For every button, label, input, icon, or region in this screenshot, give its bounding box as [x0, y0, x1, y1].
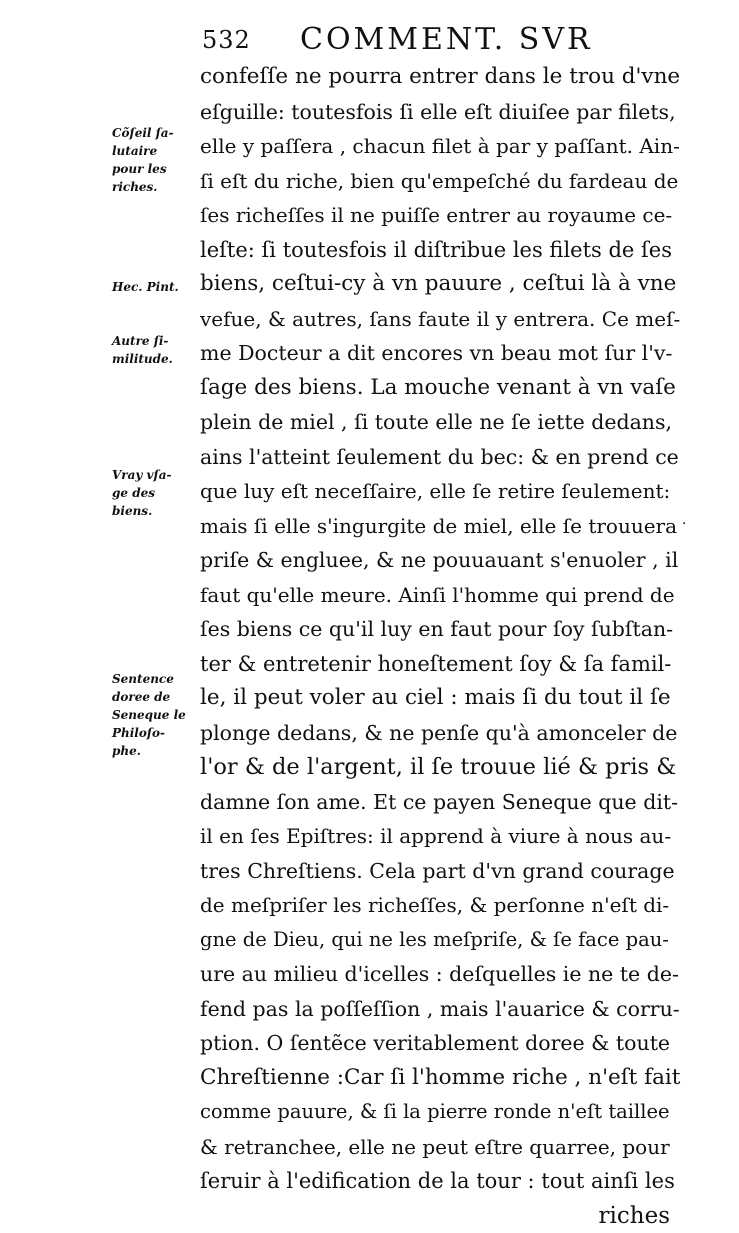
margin-note-line: Sentence	[112, 670, 204, 688]
text-line: faut qu'elle meure. Ainſi l'homme qui prend de	[200, 578, 680, 613]
text-line: ure au milieu d'icelles : deſquelles ie ne te de-	[200, 957, 680, 992]
margin-note	[112, 124, 204, 196]
text-line: ains l'atteint ſeulement du bec: & en prend ce	[200, 440, 680, 475]
text-line: vefue, & autres, ſans faute il y entrera. Ce meſ-	[200, 302, 680, 337]
margin-note-line: Cõſeil ſa-	[112, 124, 204, 142]
text-line: plonge dedans, & ne penſe qu'à amonceler de	[200, 716, 680, 751]
text-line: plein de miel , ſi toute elle ne ſe iette dedans,	[200, 405, 680, 440]
margin-note-line: lutaire	[112, 142, 204, 160]
margin-note-line: ge des	[112, 484, 204, 502]
page-header	[200, 22, 680, 56]
margin-note-line: riches.	[112, 178, 204, 196]
text-line: gne de Dieu, qui ne les meſpriſe, & ſe face pau-	[200, 923, 680, 958]
text-line: de meſpriſer les richeſſes, & perſonne n'eſt di-	[200, 888, 680, 923]
text-line: le, il peut voler au ciel : mais ſi du tout il ſe	[200, 681, 680, 716]
text-line: me Docteur a dit encores vn beau mot ſur l'v-	[200, 336, 680, 371]
margin-note-line: Autre ſi-	[112, 332, 204, 350]
stray-mark: ·	[682, 516, 686, 532]
margin-note-line: militude.	[112, 350, 204, 368]
text-line: eſguille: toutesfois ſi elle eſt diuiſee par filets,	[200, 95, 680, 130]
text-line: priſe & engluee, & ne pouuauant s'enuoler , il	[200, 543, 680, 578]
text-line: leſte: ſi toutesfois il diſtribue les filets de ſes	[200, 233, 680, 268]
body-text	[200, 60, 680, 1233]
catchword: riches	[200, 1199, 680, 1233]
margin-note-line: pour les	[112, 160, 204, 178]
margin-note-line: Philoſo-	[112, 724, 204, 742]
margin-note-line: phe.	[112, 742, 204, 760]
margin-note-line: Seneque le	[112, 706, 204, 724]
text-line: que luy eſt neceſſaire, elle ſe retire ſeulement:	[200, 474, 680, 509]
text-line: damne ſon ame. Et ce payen Seneque que dit-	[200, 785, 680, 820]
margin-note	[112, 670, 204, 760]
text-line: elle y paſſera , chacun filet à par y paſſant. Ain-	[200, 129, 680, 164]
text-line: fend pas la poſſeſſion , mais l'auarice & corru-	[200, 992, 680, 1027]
text-line: ſi eſt du riche, bien qu'empeſché du fardeau de	[200, 164, 680, 199]
text-line: ſage des biens. La mouche venant à vn vaſe	[200, 371, 680, 406]
text-line: biens, ceſtui-cy à vn pauure , ceſtui là à vne	[200, 267, 680, 302]
margin-note-line: biens.	[112, 502, 204, 520]
text-line: & retranchee, elle ne peut eſtre quarree, pour	[200, 1130, 680, 1165]
text-line: tres Chreſtiens. Cela part d'vn grand courage	[200, 854, 680, 889]
text-line: ption. O ſentẽce veritablement doree & toute	[200, 1026, 680, 1061]
margin-note-line: doree de	[112, 688, 204, 706]
text-line: ſes richeſſes il ne puiſſe entrer au royaume ce-	[200, 198, 680, 233]
text-line: comme pauure, & ſi la pierre ronde n'eſt taillee	[200, 1095, 680, 1130]
margin-note-line: Vray vſa-	[112, 466, 204, 484]
margin-note	[112, 278, 204, 296]
margin-note	[112, 332, 204, 368]
running-head: COMMENT. SVR	[300, 22, 593, 57]
text-line: ſes biens ce qu'il luy en faut pour ſoy ſubſtan-	[200, 612, 680, 647]
text-line: il en ſes Epiſtres: il apprend à viure à nous au-	[200, 819, 680, 854]
text-line: confeſſe ne pourra entrer dans le trou d'vne	[200, 60, 680, 95]
text-line: ſeruir à l'edification de la tour : tout ainſi les	[200, 1164, 680, 1199]
page-number: 532	[202, 26, 251, 54]
text-line: ter & entretenir honeſtement ſoy & ſa famil-	[200, 647, 680, 682]
text-line: l'or & de l'argent, il ſe trouue lié & pris &	[200, 750, 680, 785]
margin-note-line: Hec. Pint.	[112, 278, 204, 296]
text-line: Chreſtienne :Car ſi l'homme riche , n'eſt fait	[200, 1061, 680, 1096]
text-line: mais ſi elle s'ingurgite de miel, elle ſe trouuera	[200, 509, 680, 544]
margin-note	[112, 466, 204, 520]
